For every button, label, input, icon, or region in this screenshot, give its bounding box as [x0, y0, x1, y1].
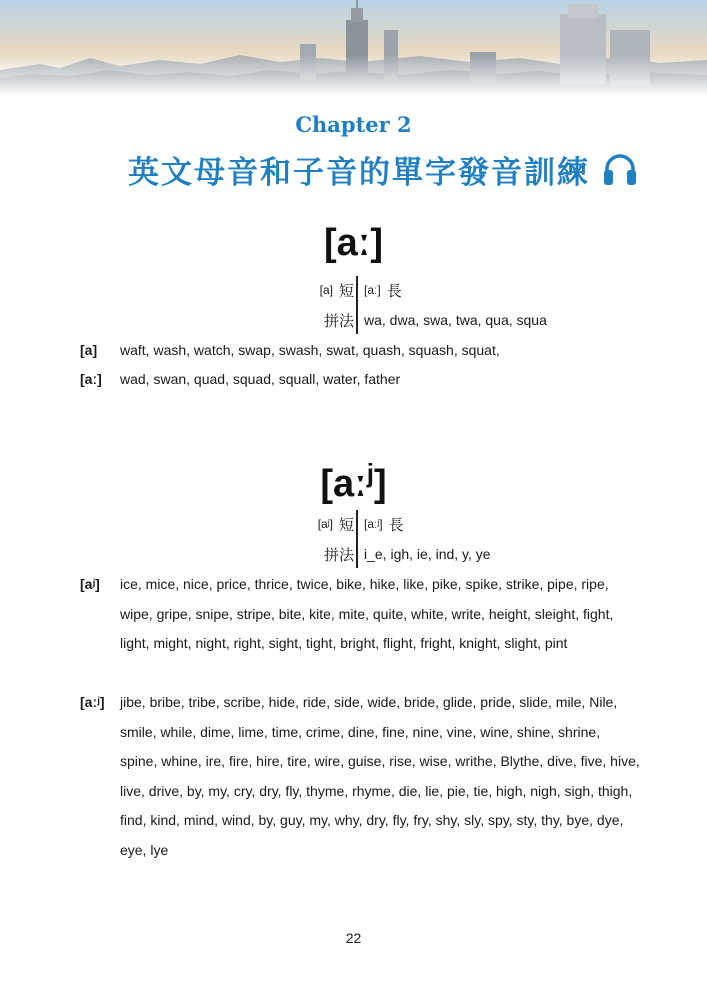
entry-label: [a] — [80, 342, 98, 358]
spellings-cell: wa, dwa, swa, twa, qua, squa — [364, 312, 547, 328]
spelling-label: 拼法 — [323, 546, 354, 564]
spelling-label-cell — [324, 540, 354, 568]
entry-words: jibe, bribe, tribe, scribe, hide, ride, side, wide, bride, glide, pride, slide, mile, Nile, smile, while, dime, lime, time, crime, dine, fine, nine, vine, wine, shine, shrine, spine, whine, ire, fire, hire, tire, wire, guise, rise, wise, writhe, Blythe, dive, five, hive, live, drive, by, my, cry, dry, fly, thyme, rhyme, die, lie, pie, tie, high, nigh, sigh, thigh, find, kind, mind, wind, by, guy, my, why, dry, fly, fry, shy, sly, spy, sty, thy, bye, dye, eye, lye — [120, 694, 640, 858]
long-sound-cell — [364, 276, 402, 304]
long-sound-cell — [364, 510, 404, 538]
short-symbol: [a] — [319, 283, 333, 297]
entry-words: wad, swan, quad, squad, squall, water, father — [120, 371, 401, 387]
long-symbol: [aː] — [364, 283, 381, 297]
symbol-superscript: j — [366, 458, 375, 488]
symbol-base: [aː — [320, 463, 367, 505]
long-label: 長 — [386, 282, 402, 300]
chapter-title — [128, 148, 638, 190]
spelling-label: 拼法 — [323, 312, 354, 330]
short-sound-cell — [318, 510, 354, 538]
entry-words: waft, wash, watch, swap, swash, swat, quash, squash, squat, — [120, 342, 500, 358]
short-label: 短 — [338, 516, 354, 534]
city-skyline-image — [0, 0, 707, 95]
entry-words: ice, mice, nice, price, thrice, twice, bike, hike, like, pike, spike, strike, pipe, ripe, wipe, gripe, snipe, stripe, bite, kite, mite, quite, white, write, height, sleight, fight, light, might, night, right, sight, tight, bright, flight, fright, knight, slight, pint — [120, 576, 614, 651]
chapter-title-text: 英文母音和子音的單字發音訓練 — [128, 154, 590, 191]
entry-label: [aːʲ] — [80, 694, 105, 710]
table-divider — [356, 510, 358, 568]
symbol-close: ] — [374, 463, 387, 505]
section-1-symbol: [aː] — [323, 222, 384, 264]
page-number: 22 — [345, 930, 362, 946]
entry-label: [aː] — [80, 371, 102, 387]
entry-label: [aʲ] — [80, 576, 100, 592]
table-divider — [356, 276, 358, 334]
header-banner — [0, 0, 707, 95]
spelling-label-cell — [324, 306, 354, 334]
headphones-icon[interactable] — [602, 152, 638, 186]
long-label: 長 — [388, 516, 404, 534]
short-symbol: [aʲ] — [317, 517, 333, 531]
long-symbol: [aːʲ] — [364, 517, 383, 531]
section-2-symbol — [0, 458, 707, 506]
chapter-label: Chapter 2 — [295, 112, 412, 137]
short-label: 短 — [338, 282, 354, 300]
short-sound-cell — [320, 276, 354, 304]
spellings-cell: i_e, igh, ie, ind, y, ye — [364, 546, 491, 562]
